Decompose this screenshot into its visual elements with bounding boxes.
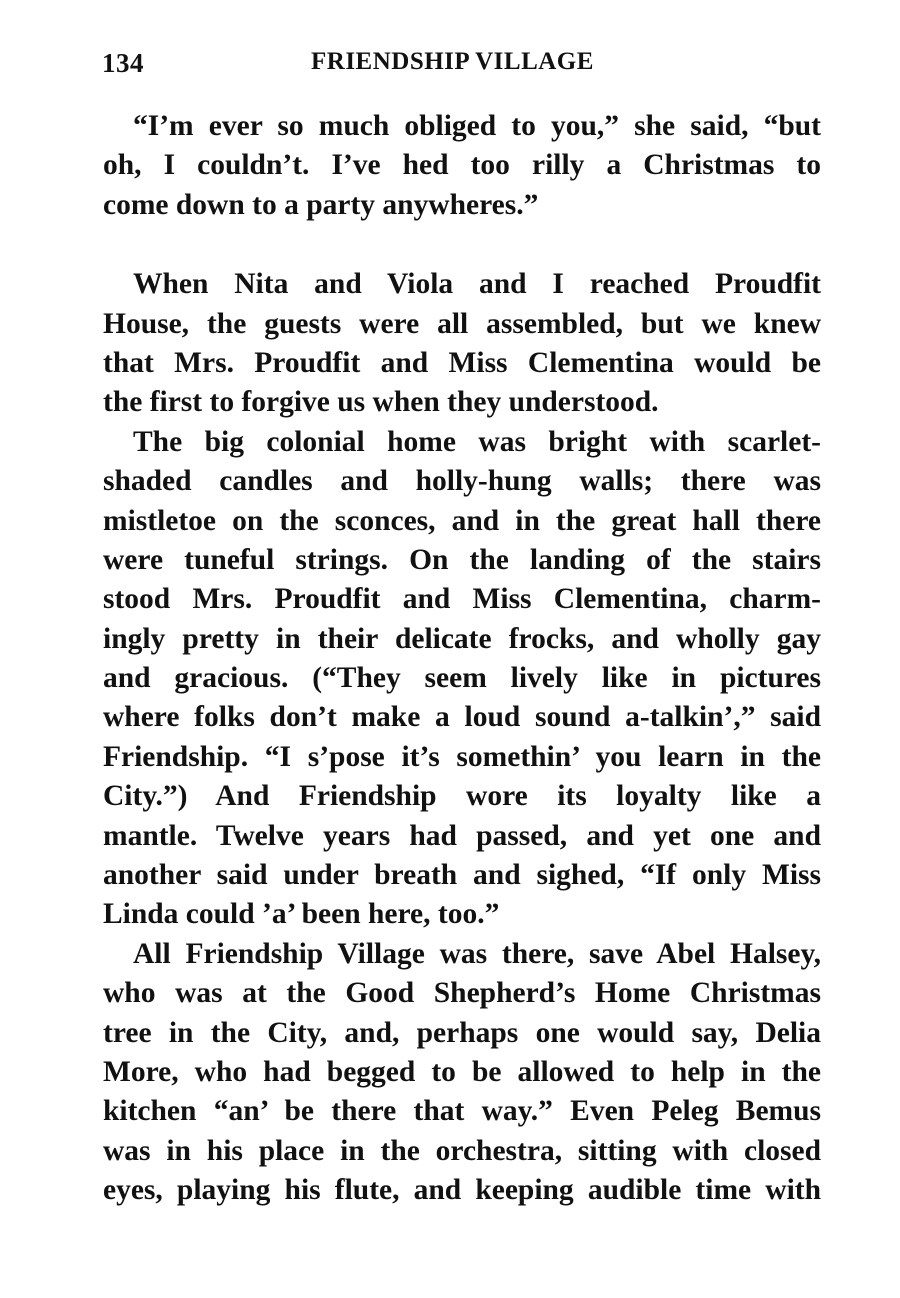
text-line: tree in the City, and, perhaps one would say, Delia xyxy=(103,1016,821,1049)
paragraph-4 xyxy=(103,935,821,1211)
text-line: The big colonial home was bright with scarlet- xyxy=(133,425,821,458)
text-line: When Nita and Viola and I reached Proudfit xyxy=(133,268,821,301)
text-line: were tuneful strings. On the landing of the stairs xyxy=(103,543,821,576)
text-line: and gracious. (“They seem lively like in pictures xyxy=(103,662,821,695)
text-line: another said under breath and sighed, “If only Miss xyxy=(103,859,821,892)
section-break xyxy=(103,225,821,265)
text-line: stood Mrs. Proudfit and Miss Clementina, charm- xyxy=(103,583,821,616)
text-line: Linda could ’a’ been here, too.” xyxy=(103,898,500,931)
text-line: come down to a party anywheres.” xyxy=(103,188,539,221)
paragraph-2 xyxy=(103,265,821,423)
text-line: was in his place in the orchestra, sitting with closed xyxy=(103,1134,821,1167)
text-line: shaded candles and holly-hung walls; there was xyxy=(103,465,821,498)
text-line: House, the guests were all assembled, but we knew xyxy=(103,307,821,340)
text-line: where folks don’t make a loud sound a-talkin’,” said xyxy=(103,701,821,734)
text-line: City.”) And Friendship wore its loyalty like a xyxy=(103,780,821,813)
text-line: ingly pretty in their delicate frocks, and wholly gay xyxy=(103,622,821,655)
running-header xyxy=(100,48,822,82)
text-line: More, who had begged to be allowed to help in the xyxy=(103,1055,821,1088)
running-title: FRIENDSHIP VILLAGE xyxy=(311,48,594,75)
text-line: All Friendship Village was there, save Abel Halsey, xyxy=(133,937,821,970)
text-line: who was at the Good Shepherd’s Home Christmas xyxy=(103,977,821,1010)
page-number: 134 xyxy=(102,48,144,78)
paragraph-3 xyxy=(103,423,821,935)
text-line: that Mrs. Proudfit and Miss Clementina would be xyxy=(103,346,821,379)
text-line: oh, I couldn’t. I’ve hed too rilly a Christmas to xyxy=(103,149,821,182)
text-line: kitchen “an’ be there that way.” Even Peleg Bemus xyxy=(103,1095,821,1128)
text-line: the first to forgive us when they understood. xyxy=(103,386,659,419)
text-line: Friendship. “I s’pose it’s somethin’ you learn in the xyxy=(103,740,821,773)
paragraph-1 xyxy=(103,107,821,225)
body-text xyxy=(103,107,821,1211)
text-line: mistletoe on the sconces, and in the great hall there xyxy=(103,504,821,537)
text-line: “I’m ever so much obliged to you,” she said, “but xyxy=(133,110,821,142)
text-line: eyes, playing his flute, and keeping audible time with xyxy=(103,1174,821,1207)
text-line: mantle. Twelve years had passed, and yet one and xyxy=(103,819,821,852)
